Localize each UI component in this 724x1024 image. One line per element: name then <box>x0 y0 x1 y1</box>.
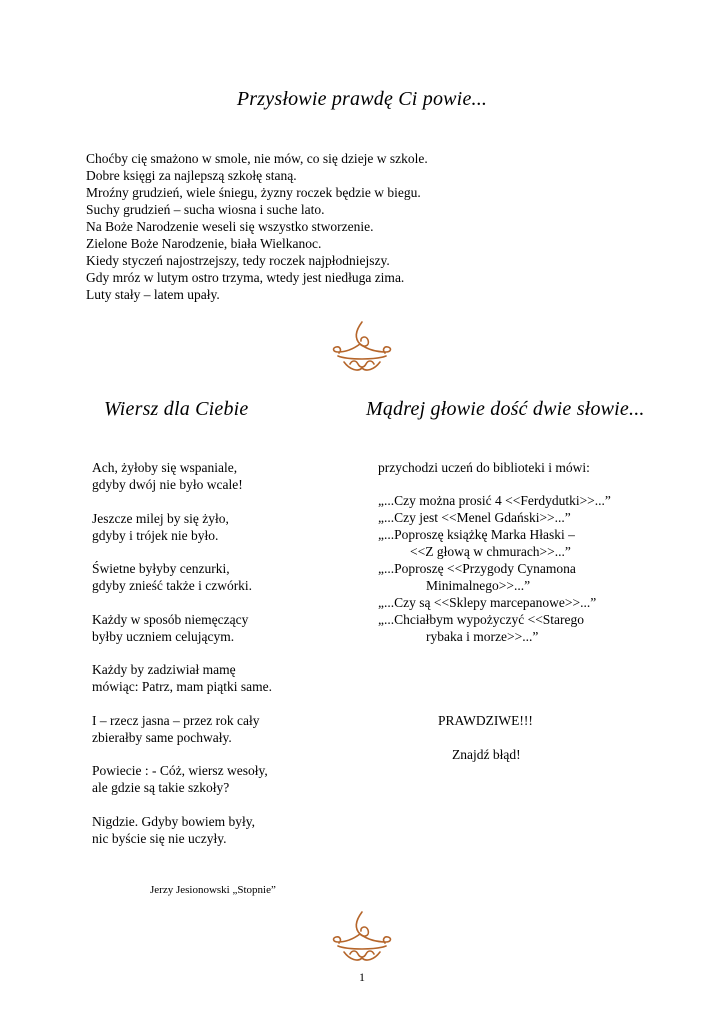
joke-line: „...Czy są <<Sklepy marcepanowe>>...” <box>378 595 597 610</box>
poem-line: I – rzecz jasna – przez rok cały <box>92 712 260 728</box>
poem-stanza <box>92 510 272 544</box>
joke-line: rybaka i morze>>...” <box>426 629 539 644</box>
poem-line: Powiecie : - Cóż, wiersz wesoły, <box>92 763 268 778</box>
proverb-line: Zielone Boże Narodzenie, biała Wielkanoc. <box>86 236 322 251</box>
poem-stanza <box>92 762 272 796</box>
page-title: Przysłowie prawdę Ci powie... <box>236 88 488 110</box>
poem-line: nic byście się nie uczyły. <box>92 830 227 846</box>
poem-line: Ach, żyłoby się wspaniale, <box>92 460 238 475</box>
poem-stanza <box>92 611 272 645</box>
proverb-line: Mroźny grudzień, wiele śniegu, żyzny roczek będzie w biegu. <box>86 185 421 200</box>
flourish-ornament-icon <box>0 908 724 971</box>
poem-line: gdyby dwój nie było wcale! <box>92 477 243 492</box>
poem-stanza <box>92 661 272 695</box>
proverb-line: Na Boże Narodzenie weseli się wszystko stworzenie. <box>86 219 374 234</box>
find-error-label: Znajdź błąd! <box>452 747 521 762</box>
poem-stanza <box>92 560 272 594</box>
joke-line: Minimalnego>>...” <box>426 578 531 593</box>
joke-body <box>378 459 678 645</box>
proverb-line: Choćby cię smażono w smole, nie mów, co się dzieje w szkole. <box>86 151 428 166</box>
page-number: 1 <box>359 970 365 984</box>
poem-line: Nigdzie. Gdyby bowiem były, <box>92 813 255 829</box>
flourish-ornament-icon <box>0 318 724 381</box>
poem-line: mówiąc: Patrz, mam piątki same. <box>92 679 272 694</box>
proverb-line: Gdy mróz w lutym ostro trzyma, wtedy jest niedługa zima. <box>86 270 405 285</box>
poem-stanza <box>92 813 272 847</box>
joke-intro: przychodzi uczeń do biblioteki i mówi: <box>378 460 590 475</box>
proverb-line: Dobre księgi za najlepszą szkołę staną. <box>86 168 297 183</box>
poem-line: gdyby znieść także i czwórki. <box>92 578 253 593</box>
poem-line: Jeszcze milej by się żyło, <box>92 510 229 526</box>
poem-line: gdyby i trójek nie było. <box>92 527 219 543</box>
proverb-line: Luty stały – latem upały. <box>86 287 220 302</box>
proverbs-list <box>86 150 428 303</box>
poem-line: Każdy w sposób niemęczący <box>92 611 249 627</box>
proverb-line: Suchy grudzień – sucha wiosna i suche lato. <box>86 202 325 217</box>
poem-line: byłby uczniem celującym. <box>92 628 235 644</box>
proverb-line: Kiedy styczeń najostrzejszy, tedy roczek najpłodniejszy. <box>86 253 390 268</box>
joke-line: „...Chciałbym wypożyczyć <<Starego <box>378 612 585 627</box>
joke-line: <<Z głową w chmurach>>...” <box>410 544 571 559</box>
joke-line: „...Poproszę książkę Marka Hłaski – <box>378 527 575 542</box>
poem-line: ale gdzie są takie szkoły? <box>92 780 230 795</box>
poem-stanza <box>92 712 272 746</box>
joke-line: „...Poproszę <<Przygody Cynamona <box>378 561 576 576</box>
poem-author: Jerzy Jesionowski „Stopnie” <box>150 884 276 896</box>
true-label: PRAWDZIWE!!! <box>438 713 533 728</box>
joke-line: „...Czy jest <<Menel Gdański>>...” <box>378 510 571 525</box>
poem-title: Wiersz dla Ciebie <box>104 398 249 420</box>
poem-body <box>92 459 272 863</box>
poem-stanza <box>92 459 272 493</box>
poem-line: Świetne byłyby cenzurki, <box>92 561 230 576</box>
poem-line: Każdy by zadziwiał mamę <box>92 662 236 677</box>
poem-line: zbierałby same pochwały. <box>92 729 232 745</box>
joke-title: Mądrej głowie dość dwie słowie... <box>366 398 645 420</box>
joke-line: „...Czy można prosić 4 <<Ferdydutki>>...” <box>378 493 611 508</box>
